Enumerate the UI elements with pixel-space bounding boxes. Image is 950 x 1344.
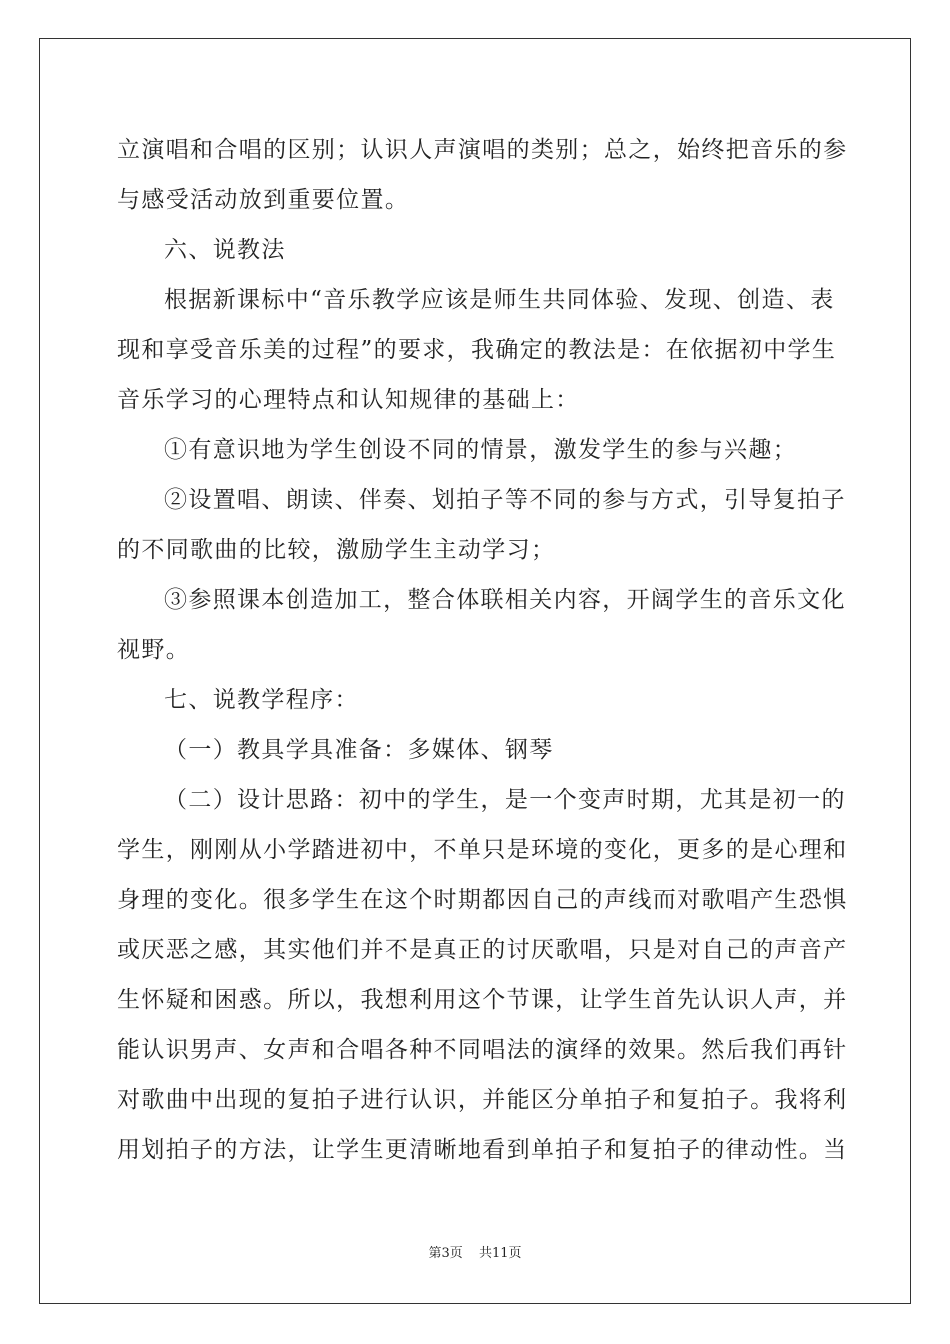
text-line: 的不同歌曲的比较，激励学生主动学习； xyxy=(117,537,556,563)
page-total: 共11页 xyxy=(478,1246,522,1261)
text-line: 视野。 xyxy=(117,637,191,663)
section-heading: 七、说教学程序： xyxy=(164,687,359,713)
text-line: 音乐学习的心理特点和认知规律的基础上： xyxy=(117,387,580,413)
text-line: （二）设计思路：初中的学生，是一个变声时期，尤其是初一的 xyxy=(164,787,846,813)
text-line: 用划拍子的方法，让学生更清晰地看到单拍子和复拍子的律动性。当 xyxy=(117,1137,848,1163)
page-footer xyxy=(0,1242,950,1261)
text-line: 能认识男声、女声和合唱各种不同唱法的演绎的效果。然后我们再针 xyxy=(117,1037,848,1063)
list-item: ①有意识地为学生创设不同的情景，激发学生的参与兴趣； xyxy=(164,437,798,463)
text-line: 根据新课标中“音乐教学应该是师生共同体验、发现、创造、表 xyxy=(164,287,835,313)
text-line: 生怀疑和困惑。所以，我想利用这个节课，让学生首先认识人声，并 xyxy=(117,987,848,1013)
text-line: 学生，刚刚从小学踏进初中，不单只是环境的变化，更多的是心理和 xyxy=(117,837,848,863)
text-line: 或厌恶之感，其实他们并不是真正的讨厌歌唱，只是对自己的声音产 xyxy=(117,937,848,963)
list-item: ③参照课本创造加工，整合体联相关内容，开阔学生的音乐文化 xyxy=(164,587,846,613)
section-heading: 六、说教法 xyxy=(164,237,286,263)
text-line: （一）教具学具准备：多媒体、钢琴 xyxy=(164,737,554,763)
text-line: 身理的变化。很多学生在这个时期都因自己的声线而对歌唱产生恐惧 xyxy=(117,887,848,913)
text-line: 对歌曲中出现的复拍子进行认识，并能区分单拍子和复拍子。我将利 xyxy=(117,1087,848,1113)
list-item: ②设置唱、朗读、伴奏、划拍子等不同的参与方式，引导复拍子 xyxy=(164,487,846,513)
page-number: 第3页 xyxy=(428,1246,463,1261)
text-line: 与感受活动放到重要位置。 xyxy=(117,187,410,213)
text-line: 立演唱和合唱的区别；认识人声演唱的类别；总之，始终把音乐的参 xyxy=(117,137,848,163)
text-line: 现和享受音乐美的过程”的要求，我确定的教法是：在依据初中学生 xyxy=(117,337,837,363)
